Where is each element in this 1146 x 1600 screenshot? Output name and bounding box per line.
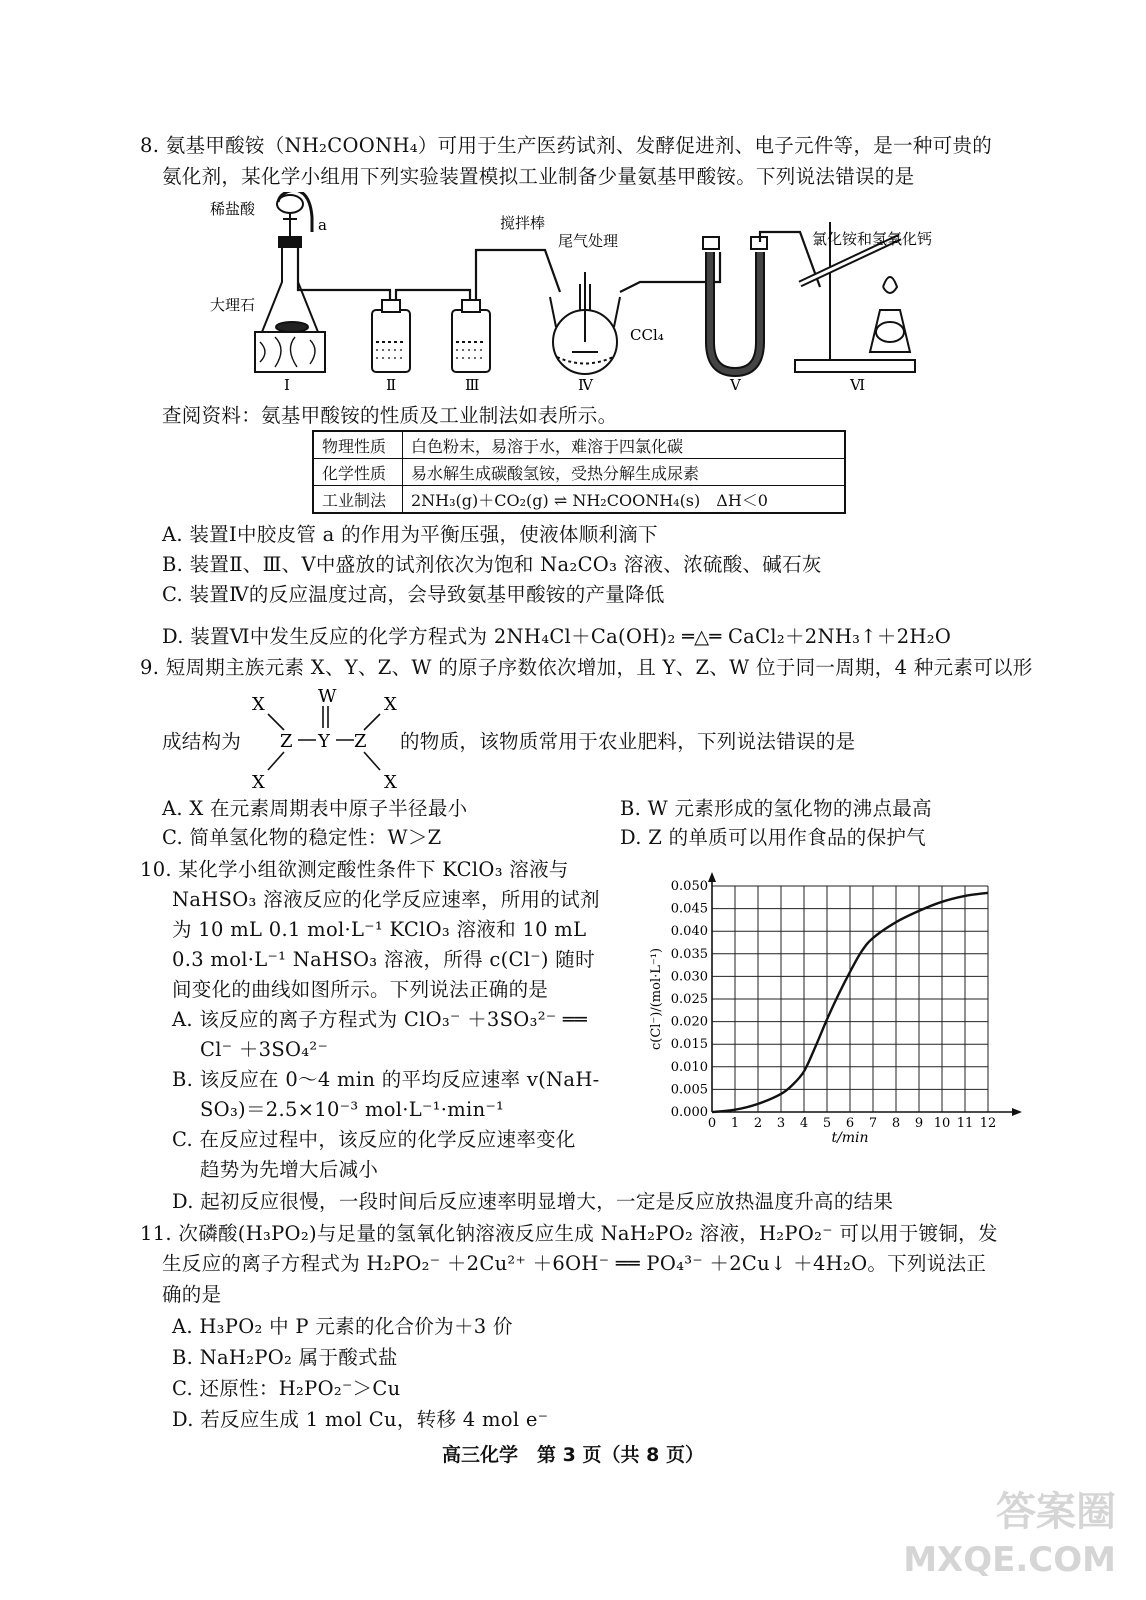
atom-z-left: Z xyxy=(280,731,293,752)
chart-x-tick-label: 12 xyxy=(979,1116,997,1131)
property-table xyxy=(312,430,846,514)
chart-y-label: c(Cl⁻)/(mol·L⁻¹) xyxy=(649,947,664,1051)
chart-x-tick-label: 10 xyxy=(933,1116,951,1131)
label-tail: 尾气处理 xyxy=(558,232,619,250)
q9-stem-suffix: 的物质，该物质常用于农业肥料，下列说法错误的是 xyxy=(400,730,856,753)
apparatus-diagram xyxy=(200,192,960,402)
q9-option-c: C. 简单氢化物的稳定性：W＞Z xyxy=(162,826,442,849)
unit-label-3: Ⅲ xyxy=(465,376,480,394)
unit-label-2: Ⅱ xyxy=(386,376,397,394)
label-reagent: 氯化铵和氢氧化钙 xyxy=(812,230,933,248)
chart-y-tick-label: 0.035 xyxy=(670,946,708,962)
q11-stem-line2: 生反应的离子方程式为 H₂PO₂⁻ ＋2Cu²⁺ ＋6OH⁻ ══ PO₄³⁻ ＋2Cu↓ ＋4H₂O。下列说法正 xyxy=(162,1252,987,1275)
chart-y-tick-label: 0.020 xyxy=(670,1014,708,1030)
chart-x-tick-label: 0 xyxy=(707,1116,717,1131)
table-cell: 白色粉末，易溶于水，难溶于四氯化碳 xyxy=(403,431,846,459)
unit-label-5: Ⅴ xyxy=(730,376,741,394)
q8-stem-line1: 8. 氨基甲酸铵（NH₂COONH₄）可用于生产医药试剂、发酵促进剂、电子元件等，是一种可贵的 xyxy=(140,134,993,157)
table-head: 物理性质 xyxy=(313,431,403,459)
chart-x-tick-label: 5 xyxy=(822,1116,832,1131)
q11-stem-line1: 11. 次磷酸(H₃PO₂)与足量的氢氧化钠溶液反应生成 NaH₂PO₂ 溶液，H₂PO₂⁻ 可以用于镀铜，发 xyxy=(140,1222,998,1245)
table-cell: 2NH₃(g)＋CO₂(g) ⇌ NH₂COONH₄(s) ΔH＜0 xyxy=(403,486,846,514)
q10-option-c-line2: 趋势为先增大后减小 xyxy=(200,1158,379,1181)
q8-option-b: B. 装置Ⅱ、Ⅲ、Ⅴ中盛放的试剂依次为饱和 Na₂CO₃ 溶液、浓硫酸、碱石灰 xyxy=(162,553,822,576)
q8-option-d: D. 装置Ⅵ中发生反应的化学方程式为 2NH₄Cl＋Ca(OH)₂ ═△═ CaCl₂＋2NH₃↑＋2H₂O xyxy=(162,625,952,648)
chart-x-tick-label: 3 xyxy=(776,1116,786,1131)
table-cell: 易水解生成碳酸氢铵，受热分解生成尿素 xyxy=(403,459,846,486)
table-row xyxy=(313,486,845,514)
atom-x: X xyxy=(384,694,397,715)
chart-x-tick-label: 6 xyxy=(845,1116,855,1131)
q9-option-d: D. Z 的单质可以用作食品的保护气 xyxy=(620,826,926,849)
q10-stem-line2: NaHSO₃ 溶液反应的化学反应速率，所用的试剂 xyxy=(172,888,600,911)
atom-x: X xyxy=(384,772,397,793)
q11-option-d: D. 若反应生成 1 mol Cu，转移 4 mol e⁻ xyxy=(172,1408,549,1431)
chart-x-tick-label: 4 xyxy=(799,1116,809,1131)
q11-option-b: B. NaH₂PO₂ 属于酸式盐 xyxy=(172,1346,398,1369)
page-footer: 高三化学 第 3 页（共 8 页） xyxy=(442,1444,704,1466)
q10-stem-line1: 10. 某化学小组欲测定酸性条件下 KClO₃ 溶液与 xyxy=(140,858,569,881)
chart-y-axis-arrow xyxy=(708,872,716,882)
q8-stem-line2: 氨化剂，某化学小组用下列实验装置模拟工业制备少量氨基甲酸铵。下列说法错误的是 xyxy=(162,165,915,188)
chart-x-tick-label: 8 xyxy=(891,1116,901,1131)
table-head: 化学性质 xyxy=(313,459,403,486)
q9-stem-prefix: 成结构为 xyxy=(162,730,242,753)
q9-option-b: B. W 元素形成的氢化物的沸点最高 xyxy=(620,797,932,820)
chart-x-tick-label: 9 xyxy=(914,1116,924,1131)
chart-y-tick-label: 0.025 xyxy=(670,992,708,1007)
unit-label-4: Ⅳ xyxy=(578,376,593,394)
chart-y-tick-label: 0.015 xyxy=(670,1037,708,1053)
q8-ref-intro: 查阅资料：氨基甲酸铵的性质及工业制法如表所示。 xyxy=(162,404,618,427)
concentration-chart xyxy=(640,868,1040,1148)
chart-y-tick-label: 0.000 xyxy=(670,1105,708,1120)
q10-stem-line3: 为 10 mL 0.1 mol·L⁻¹ KClO₃ 溶液和 10 mL xyxy=(172,918,587,941)
atom-x: X xyxy=(252,694,265,715)
watermark-url: MXQE.COM xyxy=(903,1540,1116,1580)
q11-stem-line3: 确的是 xyxy=(162,1283,222,1306)
chart-y-tick-label: 0.040 xyxy=(670,924,708,940)
label-ccl4: CCl₄ xyxy=(630,326,664,344)
chart-y-tick-label: 0.005 xyxy=(670,1082,708,1098)
label-marble: 大理石 xyxy=(210,296,256,314)
atom-z-right: Z xyxy=(354,731,367,752)
q8-option-c: C. 装置Ⅳ的反应温度过高，会导致氨基甲酸铵的产量降低 xyxy=(162,583,665,606)
chart-y-tick-label: 0.050 xyxy=(670,879,708,894)
q9-option-a: A. X 在元素周期表中原子半径最小 xyxy=(162,797,468,820)
atom-y: Y xyxy=(318,731,330,752)
atom-x: X xyxy=(252,772,265,793)
chart-x-tick-label: 2 xyxy=(753,1116,763,1131)
chart-x-label: t/min xyxy=(831,1130,869,1146)
atom-w: W xyxy=(318,686,337,707)
chart-y-tick-label: 0.030 xyxy=(670,969,708,985)
chart-y-tick-label: 0.010 xyxy=(670,1059,708,1075)
table-row xyxy=(313,459,845,486)
q10-option-c-line1: C. 在反应过程中，该反应的化学反应速率变化 xyxy=(172,1128,576,1151)
q10-option-b-line2: SO₃)＝2.5×10⁻³ mol·L⁻¹·min⁻¹ xyxy=(200,1098,505,1121)
label-a: a xyxy=(318,216,327,234)
q9-stem-line1: 9. 短周期主族元素 X、Y、Z、W 的原子序数依次增加，且 Y、Z、W 位于同一周期，4 种元素可以形 xyxy=(140,656,1033,679)
q10-option-a-line2: Cl⁻ ＋3SO₄²⁻ xyxy=(200,1038,329,1061)
label-stirrer: 搅拌棒 xyxy=(500,214,546,232)
chart-x-tick-label: 11 xyxy=(956,1116,974,1131)
q10-option-a-line1: A. 该反应的离子方程式为 ClO₃⁻ ＋3SO₃²⁻ ══ xyxy=(172,1008,587,1031)
q10-option-d: D. 起初反应很慢，一段时间后反应速率明显增大，一定是反应放热温度升高的结果 xyxy=(172,1190,894,1213)
table-row xyxy=(313,431,845,459)
label-acid: 稀盐酸 xyxy=(210,200,256,218)
watermark-logo: 答案圈 xyxy=(996,1489,1116,1535)
q10-stem-line4: 0.3 mol·L⁻¹ NaHSO₃ 溶液，所得 c(Cl⁻) 随时 xyxy=(172,948,595,971)
q8-option-a: A. 装置Ⅰ中胶皮管 a 的作用为平衡压强，使液体顺利滴下 xyxy=(162,523,658,546)
table-head: 工业制法 xyxy=(313,486,403,514)
chart-y-tick-label: 0.045 xyxy=(670,901,708,917)
unit-label-6: Ⅵ xyxy=(850,376,866,394)
q11-option-a: A. H₃PO₂ 中 P 元素的化合价为＋3 价 xyxy=(172,1315,513,1338)
chart-x-axis-arrow xyxy=(1012,1108,1022,1116)
q11-option-c: C. 还原性：H₂PO₂⁻＞Cu xyxy=(172,1377,401,1400)
q10-stem-line5: 间变化的曲线如图所示。下列说法正确的是 xyxy=(172,978,549,1001)
unit-label-1: Ⅰ xyxy=(284,376,290,394)
q10-option-b-line1: B. 该反应在 0～4 min 的平均反应速率 v(NaH- xyxy=(172,1068,600,1091)
chart-x-tick-label: 1 xyxy=(730,1116,740,1131)
chart-x-tick-label: 7 xyxy=(868,1116,878,1131)
